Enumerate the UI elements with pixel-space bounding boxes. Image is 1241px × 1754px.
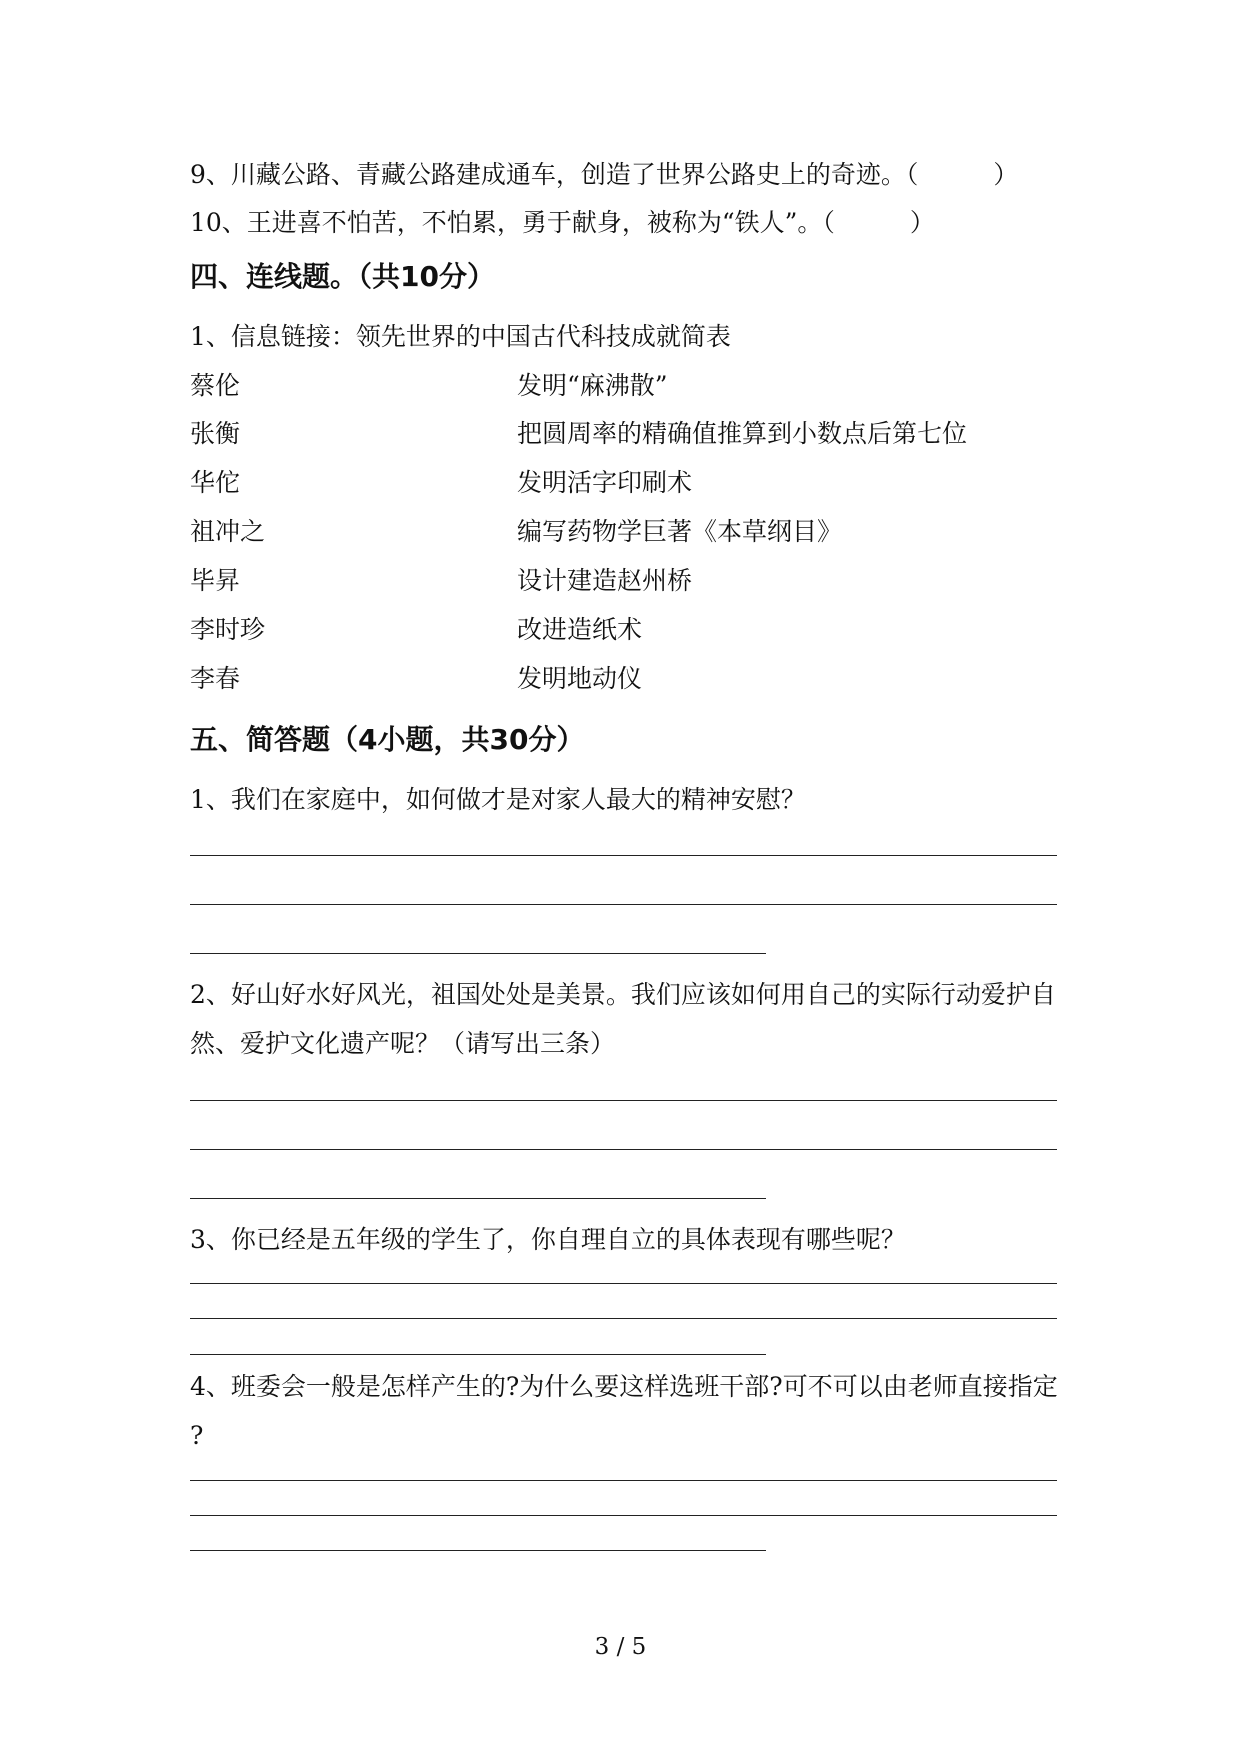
matching-intro: 1、信息链接：领先世界的中国古代科技成就简表 [190, 322, 731, 351]
answer-line [190, 1198, 766, 1199]
answer-line [190, 1149, 1057, 1150]
question-10: 10、王进喜不怕苦，不怕累，勇于献身，被称为“铁人”。（ ） [190, 208, 935, 237]
short-answer-question-1: 1、我们在家庭中，如何做才是对家人最大的精神安慰？ [190, 785, 806, 814]
answer-line [190, 855, 1057, 856]
answer-line [190, 1283, 1057, 1284]
answer-line [190, 1318, 1057, 1319]
short-answer-question-3: 3、你已经是五年级的学生了，你自理自立的具体表现有哪些呢？ [190, 1225, 906, 1254]
matching-right-item: 把圆周率的精确值推算到小数点后第七位 [517, 419, 968, 448]
section-5-heading: 五、简答题（4小题，共30分） [190, 723, 585, 756]
short-answer-question-4-cont: ? [190, 1421, 204, 1450]
answer-line [190, 1480, 1057, 1481]
matching-left-item: 李时珍 [190, 615, 266, 644]
matching-right-item: 发明“麻沸散” [517, 371, 668, 400]
page-number: 3 / 5 [594, 1634, 647, 1660]
short-answer-question-4: 4、班委会一般是怎样产生的?为什么要这样选班干部?可不可以由老师直接指定 [190, 1372, 1058, 1401]
answer-line [190, 1100, 1057, 1101]
matching-right-item: 发明地动仪 [517, 664, 643, 693]
matching-left-item: 张衡 [190, 419, 241, 448]
question-9: 9、川藏公路、青藏公路建成通车，创造了世界公路史上的奇迹。（ ） [190, 160, 1019, 189]
answer-line [190, 1550, 766, 1551]
matching-right-item: 改进造纸术 [517, 615, 643, 644]
answer-line [190, 953, 766, 954]
matching-right-item: 编写药物学巨著《本草纲目》 [517, 517, 843, 546]
matching-right-item: 发明活字印刷术 [517, 468, 693, 497]
short-answer-question-2: 2、好山好水好风光，祖国处处是美景。我们应该如何用自己的实际行动爱护自 [190, 980, 1056, 1009]
matching-left-item: 华佗 [190, 468, 241, 497]
answer-line [190, 1354, 766, 1355]
answer-line [190, 904, 1057, 905]
short-answer-question-2-cont: 然、爱护文化遗产呢？（请写出三条） [190, 1029, 616, 1058]
matching-right-item: 设计建造赵州桥 [517, 566, 693, 595]
matching-left-item: 蔡伦 [190, 371, 241, 400]
section-4-heading: 四、连线题。（共10分） [190, 260, 495, 293]
matching-left-item: 祖冲之 [190, 517, 266, 546]
matching-left-item: 毕昇 [190, 566, 241, 595]
answer-line [190, 1515, 1057, 1516]
matching-left-item: 李春 [190, 664, 241, 693]
